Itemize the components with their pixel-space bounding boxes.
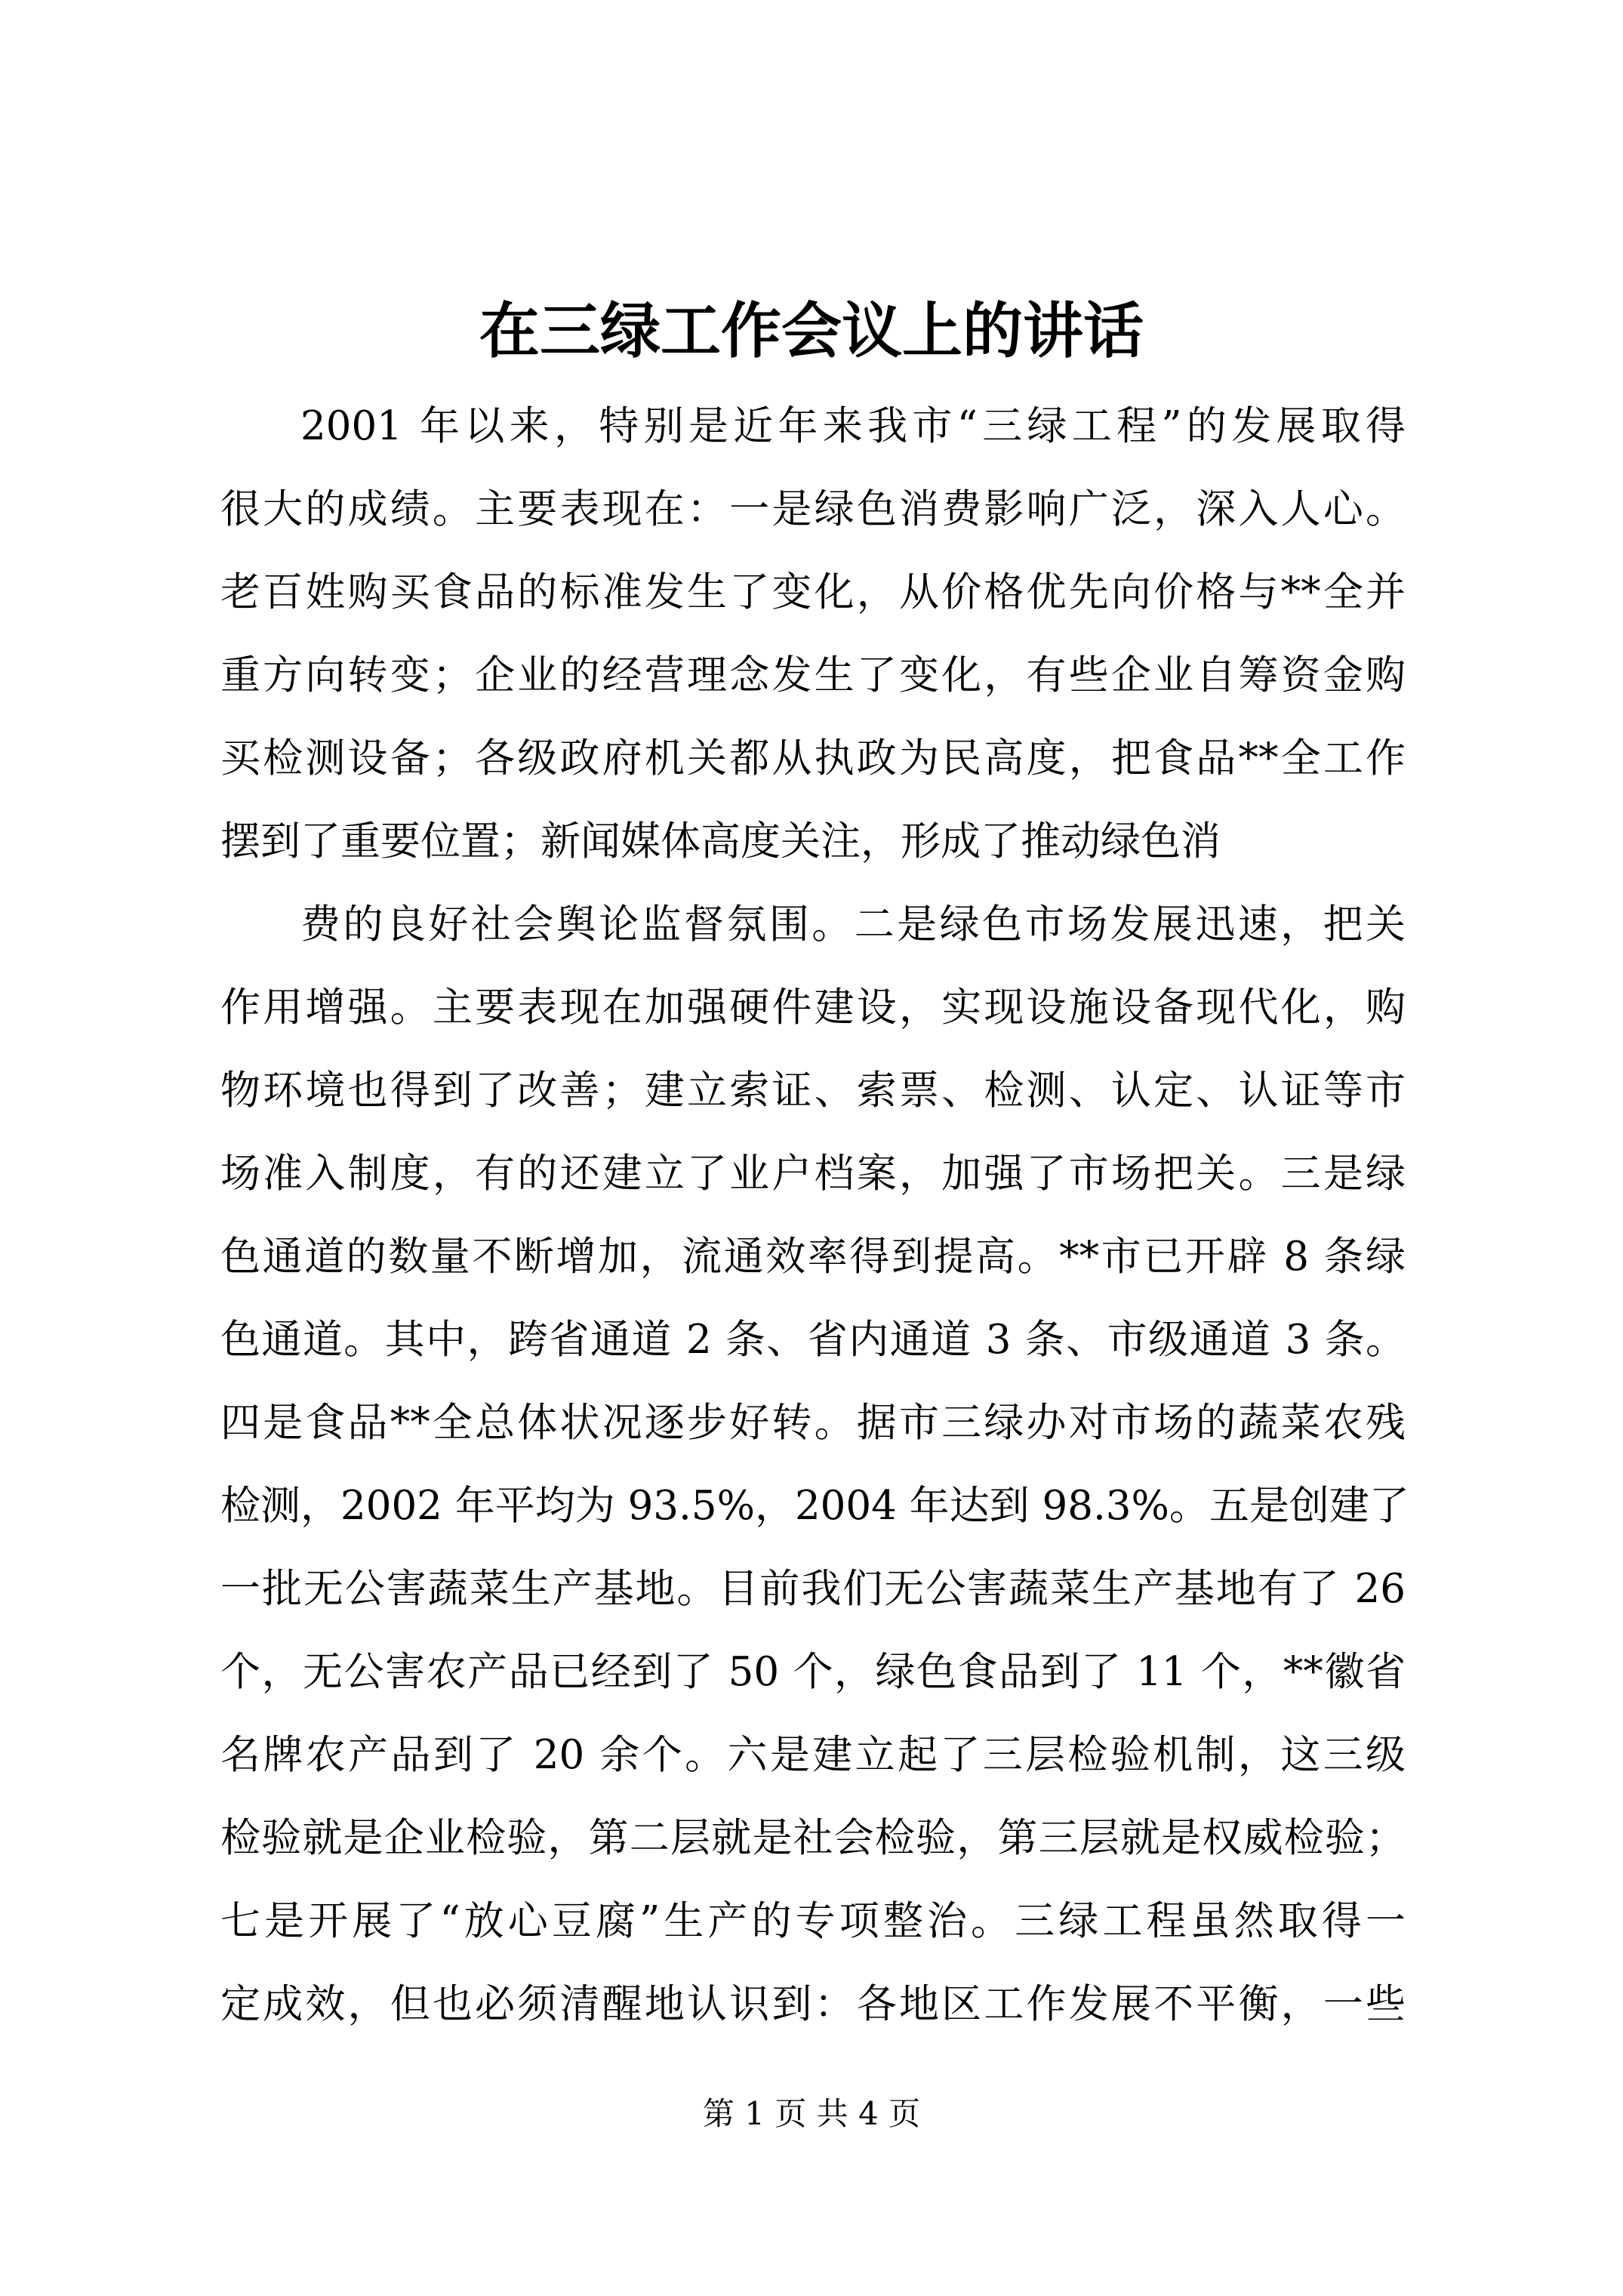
page-footer: 第 1 页 共 4 页	[702, 2095, 921, 2132]
text-line: 2001 年以来，特别是近年来我市“三绿工程”的发展取得	[300, 403, 1406, 449]
text-line: 重方向转变；企业的经营理念发生了变化，有些企业自筹资金购	[220, 652, 1406, 698]
text-line: 摆到了重要位置；新闻媒体高度关注，形成了推动绿色消	[220, 818, 1221, 864]
text-line: 检测，2002 年平均为 93.5%，2004 年达到 98.3%。五是创建了	[220, 1483, 1409, 1529]
text-line: 色通道的数量不断增加，流通效率得到提高。**市已开辟 8 条绿	[220, 1234, 1406, 1280]
text-line: 物环境也得到了改善；建立索证、索票、检测、认定、认证等市	[220, 1068, 1406, 1114]
text-line: 很大的成绩。主要表现在：一是绿色消费影响广泛，深入人心。	[220, 486, 1406, 532]
text-line: 名牌农产品到了 20 余个。六是建立起了三层检验机制，这三级	[220, 1732, 1406, 1778]
text-line: 定成效，但也必须清醒地认识到：各地区工作发展不平衡，一些	[220, 1981, 1406, 2027]
text-line: 老百姓购买食品的标准发生了变化，从价格优先向价格与**全并	[220, 569, 1406, 615]
text-line: 个，无公害农产品已经到了 50 个，绿色食品到了 11 个，**徽省	[220, 1649, 1406, 1695]
text-line: 七是开展了“放心豆腐”生产的专项整治。三绿工程虽然取得一	[220, 1898, 1406, 1944]
text-line: 检验就是企业检验，第二层就是社会检验，第三层就是权威检验；	[220, 1815, 1406, 1861]
text-line: 场准入制度，有的还建立了业户档案，加强了市场把关。三是绿	[220, 1151, 1406, 1197]
text-line: 一批无公害蔬菜生产基地。目前我们无公害蔬菜生产基地有了 26	[220, 1566, 1406, 1612]
text-line: 色通道。其中，跨省通道 2 条、省内通道 3 条、市级通道 3 条。	[220, 1317, 1406, 1363]
text-line: 买检测设备；各级政府机关都从执政为民高度，把食品**全工作	[220, 735, 1406, 781]
document-body	[220, 385, 1409, 2046]
document-title: 在三绿工作会议上的讲话	[479, 295, 1144, 366]
text-line: 作用增强。主要表现在加强硬件建设，实现设施设备现代化，购	[220, 985, 1406, 1031]
text-line: 四是食品**全总体状况逐步好转。据市三绿办对市场的蔬菜农残	[220, 1400, 1406, 1446]
text-line: 费的良好社会舆论监督氛围。二是绿色市场发展迅速，把关	[300, 901, 1406, 948]
